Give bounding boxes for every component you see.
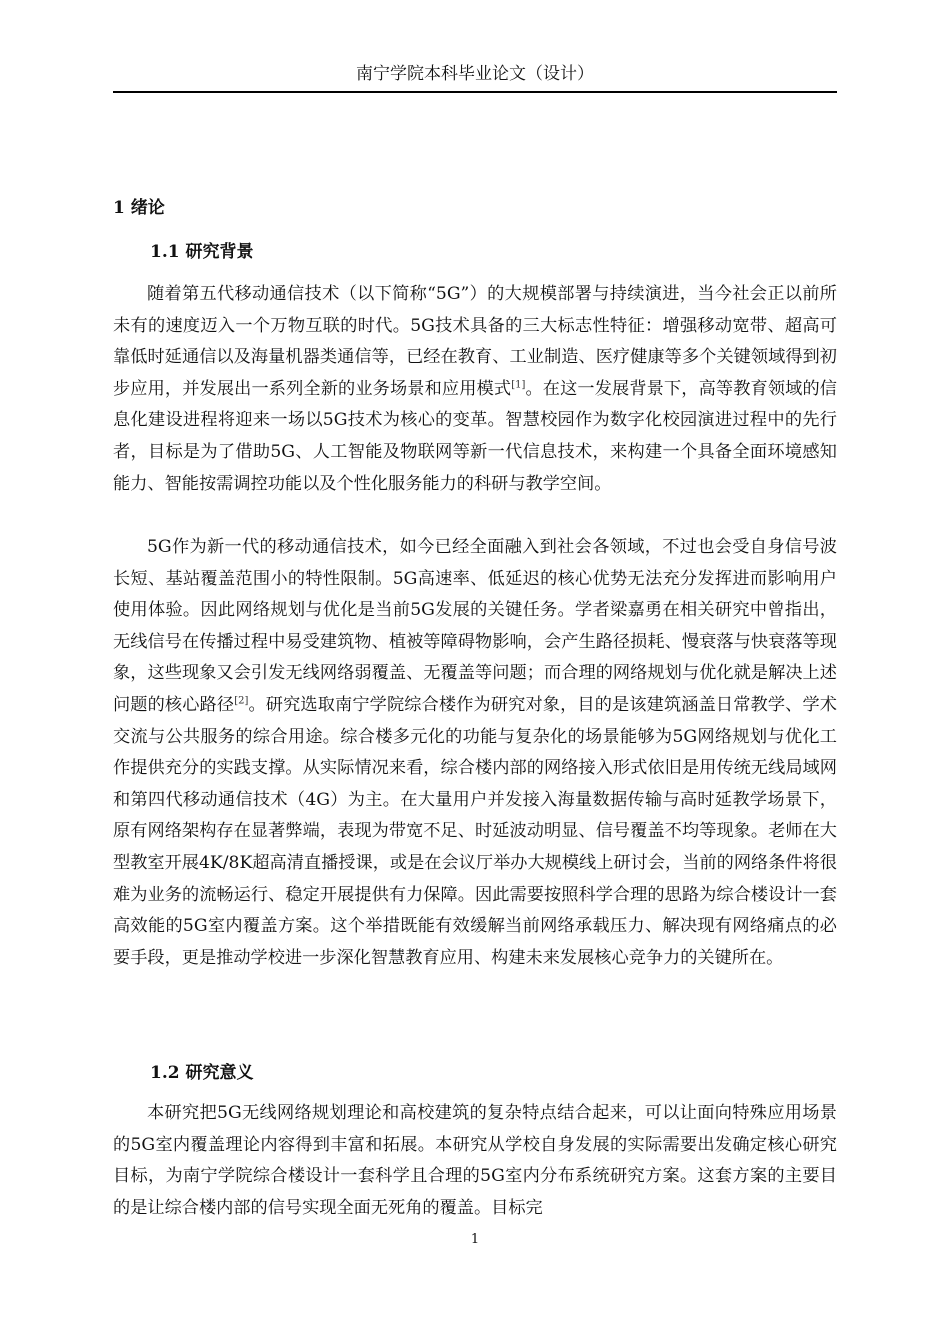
citation-ref: [2] xyxy=(234,695,249,707)
paragraph-text: 随着第五代移动通信技术（以下简称“5G”）的大规模部署与持续演进，当今社会正以前所未有的速度迈入一个万物互联的时代。5G技术具备的三大标志性特征：增强移动宽带、超高可靠低时延通信以及海量机器类通信等，已经在教育、工业制造、医疗健康等多个关键领域得到初步应用，并发展出一系列全新的业务场景和应用模式 xyxy=(113,284,837,399)
page-number: 1 xyxy=(470,1232,480,1247)
page-header xyxy=(113,62,837,93)
paragraph-text: 本研究把5G无线网络规划理论和高校建筑的复杂特点结合起来，可以让面向特殊应用场景的5G室内覆盖理论内容得到丰富和拓展。本研究从学校自身发展的实际需要出发确定核心研究目标，为南宁学院综合楼设计一套科学且合理的5G室内分布系统研究方案。这套方案的主要目的是让综合楼内部的信号实现全面无死角的覆盖。目标完 xyxy=(113,1103,837,1218)
paragraph-text: 5G作为新一代的移动通信技术，如今已经全面融入到社会各领域，不过也会受自身信号波长短、基站覆盖范围小的特性限制。5G高速率、低延迟的核心优势无法充分发挥进而影响用户使用体验。因此网络规划与优化是当前5G发展的关键任务。学者梁嘉勇在相关研究中曾指出，无线信号在传播过程中易受建筑物、植被等障碍物影响，会产生路径损耗、慢衰落与快衰落等现象，这些现象又会引发无线网络弱覆盖、无覆盖等问题；而合理的网络规划与优化就是解决上述问题的核心路径 xyxy=(113,537,837,715)
paragraph-text: 。研究选取南宁学院综合楼作为研究对象，目的是该建筑涵盖日常教学、学术交流与公共服务的综合用途。综合楼多元化的功能与复杂化的场景能够为5G网络规划与优化工作提供充分的实践支撑。从实际情况来看，综合楼内部的网络接入形式依旧是用传统无线局域网和第四代移动通信技术（4G）为主。在大量用户并发接入海量数据传输与高时延教学场景下，原有网络架构存在显著弊端，表现为带宽不足、时延波动明显、信号覆盖不均等现象。老师在大型教室开展4K/8K超高清直播授课，或是在会议厅举办大规模线上研讨会，当前的网络条件将很难为业务的流畅运行、稳定开展提供有力保障。因此需要按照科学合理的思路为综合楼设计一套高效能的5G室内覆盖方案。这个举措既能有效缓解当前网络承载压力、解决现有网络痛点的必要手段，更是推动学校进一步深化智慧教育应用、构建未来发展核心竞争力的关键所在。 xyxy=(113,694,837,968)
chapter-heading: 1 绪论 xyxy=(113,198,165,218)
paragraph-significance-1 xyxy=(113,1098,837,1224)
paragraph-text: 。在这一发展背景下，高等教育领域的信息化建设进程将迎来一场以5G技术为核心的变革。智慧校园作为数字化校园演进过程中的先行者，目标是为了借助5G、人工智能及物联网等新一代信息技术，来构建一个具备全面环境感知能力、智能按需调控功能以及个性化服务能力的科研与教学空间。 xyxy=(113,378,837,494)
thesis-header-title: 南宁学院本科毕业论文（设计） xyxy=(356,64,594,84)
section-heading-research-background: 1.1 研究背景 xyxy=(150,242,254,262)
paragraph-background-1 xyxy=(113,279,837,500)
citation-ref: [1] xyxy=(511,379,526,391)
section-heading-research-significance: 1.2 研究意义 xyxy=(150,1063,254,1083)
paragraph-background-2 xyxy=(113,532,837,974)
